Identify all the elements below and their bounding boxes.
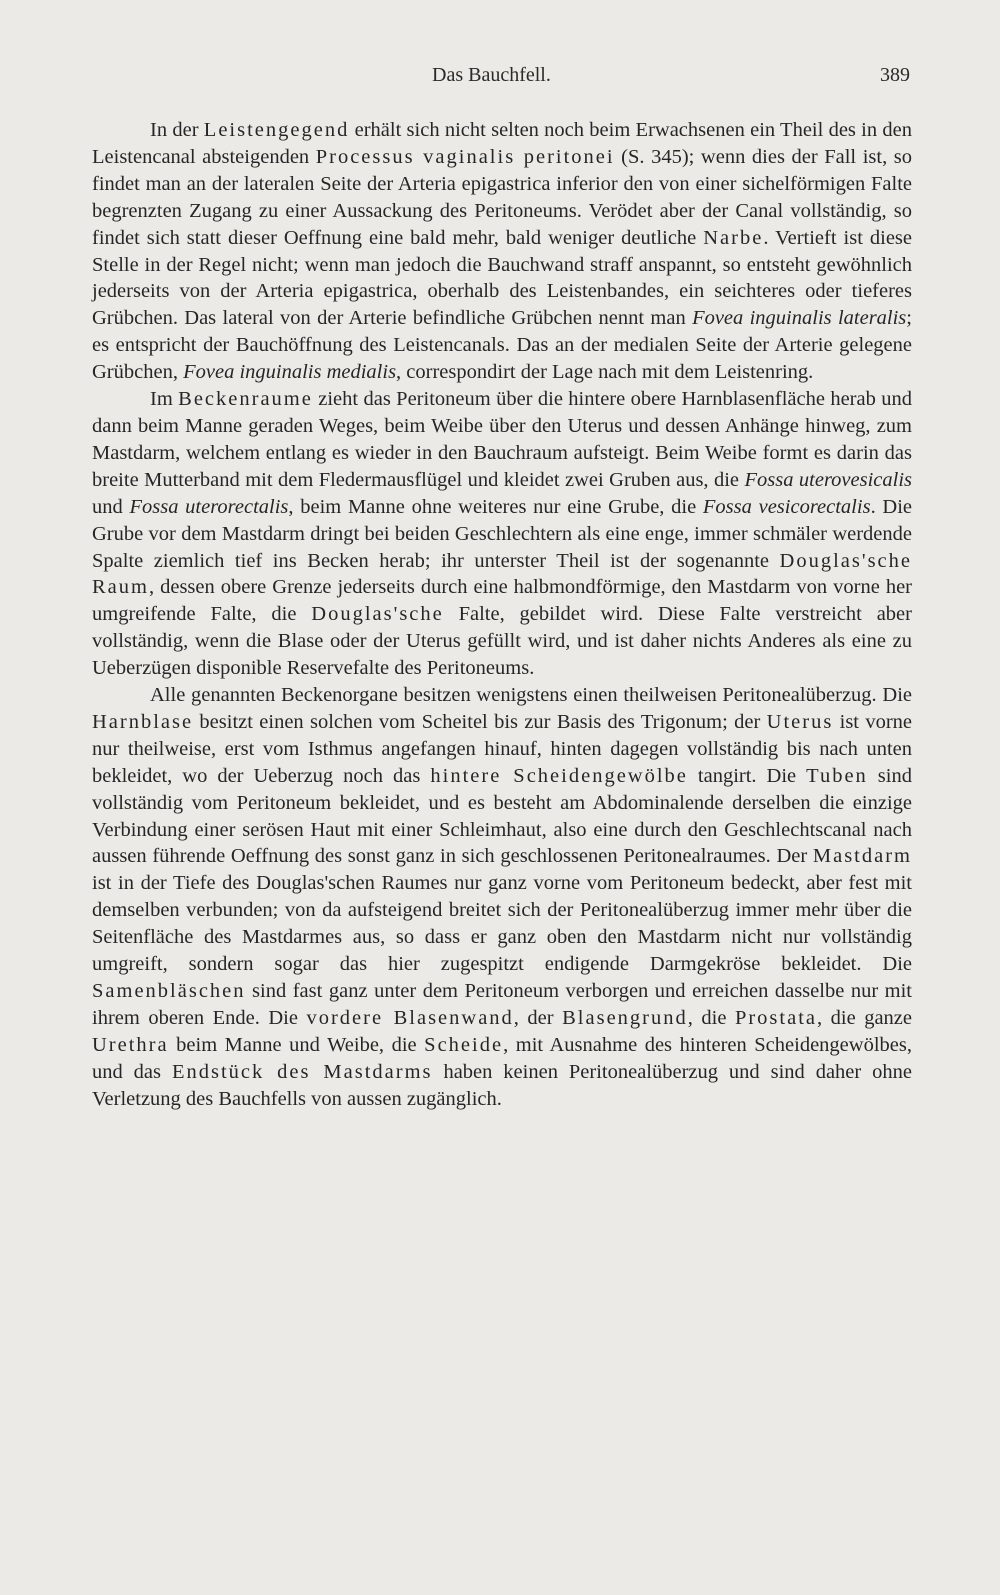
text-segment: ist vorne nur theilweise, erst vom Isthmus angefangen hinauf, hinten dagegen vollständig bis nach unten bekleidet, wo der Ueberzug noch das bbox=[92, 710, 912, 787]
text-segment: , mit Ausnahme des hinteren Scheidengewölbes, und das bbox=[92, 1033, 912, 1083]
page-number: 389 bbox=[880, 64, 910, 86]
running-header bbox=[92, 64, 910, 94]
text-segment: Alle genannten Beckenorgane besitzen wenigstens einen theilweisen Peritonealüberzug. Die bbox=[150, 684, 912, 707]
running-title: Das Bauchfell. bbox=[432, 64, 551, 86]
text-segment: Narbe bbox=[703, 226, 764, 249]
body-text bbox=[92, 117, 912, 1113]
text-segment: Fovea inguinalis medialis bbox=[183, 361, 397, 384]
text-segment: haben keinen Peritonealüberzug und sind daher ohne Verletzung des Bauchfells von aussen zugänglich. bbox=[92, 1060, 913, 1110]
text-segment: . Die Grube vor dem Mastdarm dringt bei beiden Geschlechtern als eine enge, immer schmäler werdende Spalte ziemlich tief ins Becken herab; ihr unterster Theil ist der sogenannte bbox=[92, 495, 913, 572]
text-segment: Processus vaginalis peritonei bbox=[315, 145, 615, 168]
text-segment: Fovea inguinalis lateralis bbox=[692, 307, 907, 330]
text-segment: . Vertieft ist diese Stelle in der Regel nicht; wenn man jedoch die Bauchwand straff anspannt, so entsteht gewöhnlich jederseits von der Arteria epigastrica, oberhalb des Leistenbandes, ein seichteres oder tieferes Grübchen. Das lateral von der Arterie befindliche Grübchen nennt man bbox=[92, 226, 913, 330]
text-segment: Beckenraume bbox=[178, 388, 313, 411]
paragraph-2 bbox=[92, 386, 912, 682]
text-segment: , correspondirt der Lage nach mit dem Leistenring. bbox=[396, 361, 814, 384]
text-segment: sind vollständig vom Peritoneum bekleidet, und es besteht am Abdominalende derselben die einzige Verbindung einer serösen Haut mit einer Schleimhaut, also eine durch den Geschlechtscanal nach aussen führende Oeffnung des sonst ganz in sich geschlossenen Peritonealraumes. Der bbox=[92, 764, 912, 868]
text-segment: Tuben bbox=[806, 764, 868, 787]
text-segment: Falte, gebildet wird. Diese Falte verstreicht aber vollständig, wenn die Blase oder der Uterus gefüllt wird, und ist daher nichts Anderes als eine zu Ueberzügen disponible Reservefalte des Peritoneums. bbox=[92, 603, 912, 680]
text-segment: , der bbox=[513, 1006, 563, 1029]
text-segment: ; es entspricht der Bauchöffnung des Leistencanals. Das an der medialen Seite der Arterie gelegene Grübchen, bbox=[92, 307, 912, 384]
text-segment: beim Manne und Weibe, die bbox=[168, 1033, 425, 1056]
text-segment: , beim Manne ohne weiteres nur eine Grube, die bbox=[288, 495, 703, 518]
text-segment: sind fast ganz unter dem Peritoneum verborgen und erreichen dasselbe nur mit ihrem oberen Ende. Die bbox=[92, 980, 912, 1029]
text-segment: Douglas'sche Raum bbox=[92, 549, 912, 599]
text-segment: und bbox=[92, 495, 130, 518]
text-segment: In der bbox=[150, 119, 204, 141]
text-segment: ist in der Tiefe des Douglas'schen Raumes nur ganz vorne vom Peritoneum bedeckt, aber fest mit demselben verbunden; von da aufsteigend breitet sich der Peritonealüberzug immer mehr über die Seitenfläche des Mastdarmes aus, so dass er ganz oben den Mastdarm nicht nur vollständig umgreift, sondern sogar das hier zugespitzt endigende Darmgekröse bekleidet. Die bbox=[92, 872, 912, 976]
text-segment: Fossa uterorectalis bbox=[129, 495, 289, 518]
text-segment: , dessen obere Grenze jederseits durch eine halbmondförmige, den Mastdarm von vorne her umgreifende Falte, die bbox=[92, 576, 912, 626]
text-segment: Douglas'sche bbox=[311, 603, 444, 626]
text-segment: , die bbox=[687, 1006, 735, 1029]
text-segment: vordere Blasenwand bbox=[306, 1006, 514, 1029]
text-segment: Uterus bbox=[766, 710, 834, 733]
text-segment: zieht das Peritoneum über die hintere obere Harnblasenfläche herab und dann beim Manne geraden Weges, beim Weibe über den Uterus und dessen Anhänge hinweg, zum Mastdarm, welchem entlang es wieder in den Bauchraum aufsteigt. Beim Weibe formt es darin das breite Mutterband mit dem Fledermausflügel und kleidet zwei Gruben aus, die bbox=[92, 388, 912, 491]
text-segment: Mastdarm bbox=[812, 845, 912, 868]
text-segment: , die ganze bbox=[817, 1006, 912, 1029]
text-segment: Urethra bbox=[92, 1033, 169, 1056]
text-segment: Blasengrund bbox=[562, 1006, 688, 1029]
text-segment: Fossa vesicorectalis bbox=[702, 495, 871, 518]
text-segment: Samenbläschen bbox=[92, 980, 246, 1002]
text-segment: erhält sich nicht selten noch beim Erwachsenen ein Theil des in den Leistencanal absteigenden bbox=[92, 119, 912, 168]
text-segment: besitzt einen solchen vom Scheitel bis zur Basis des Trigonum; der bbox=[193, 710, 767, 733]
text-segment: Harnblase bbox=[92, 710, 194, 733]
paragraph-3 bbox=[92, 682, 912, 1113]
text-segment: (S. 345); wenn dies der Fall ist, so findet man an der lateralen Seite der Arteria epigastrica inferior den von einer sichelförmigen Falte begrenzten Zugang zu einer Aussackung des Peritoneums. Verödet aber der Canal vollständig, so findet sich statt dieser Oeffnung eine bald mehr, bald weniger deutliche bbox=[92, 145, 912, 249]
text-segment: Endstück des Mastdarms bbox=[171, 1060, 433, 1083]
text-segment: Prostata bbox=[734, 1006, 817, 1029]
text-segment: hintere Scheidengewölbe bbox=[430, 764, 688, 787]
text-segment: tangirt. Die bbox=[687, 764, 807, 787]
text-segment: Fossa uterovesicalis bbox=[744, 468, 913, 491]
text-segment: Scheide bbox=[424, 1033, 504, 1056]
text-segment: Im bbox=[150, 388, 179, 411]
text-segment: Leistengegend bbox=[203, 119, 350, 141]
paragraph-1 bbox=[92, 117, 912, 386]
